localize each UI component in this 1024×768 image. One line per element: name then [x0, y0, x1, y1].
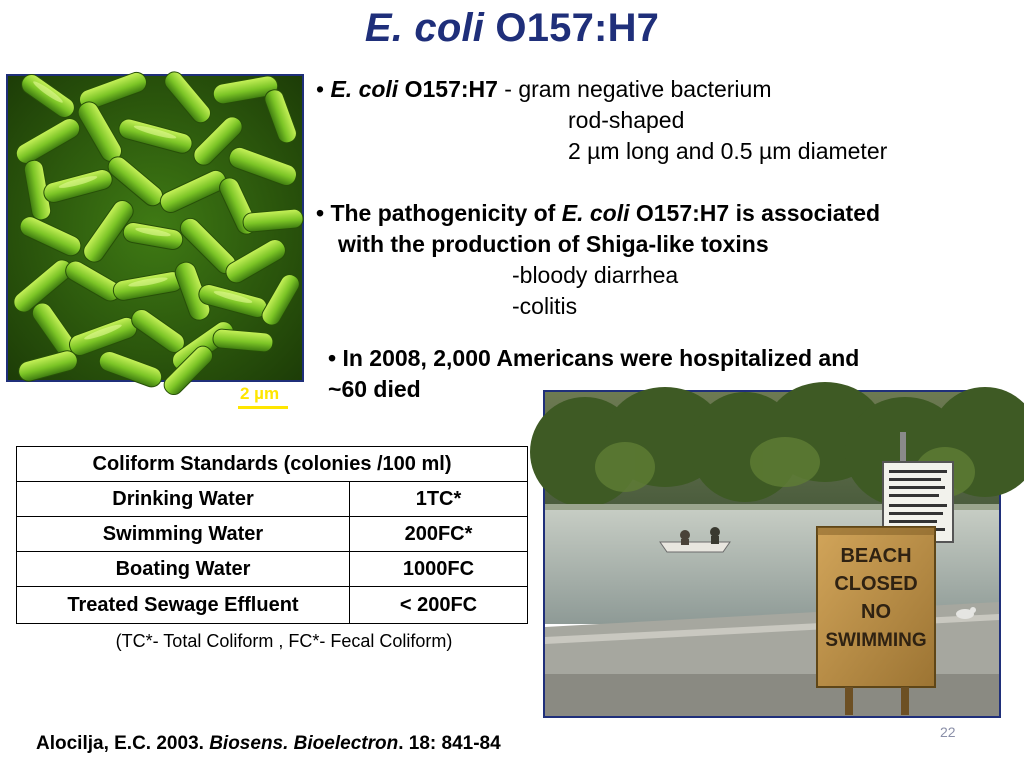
title-italic: E. coli — [364, 6, 485, 50]
bacteria-micrograph-image — [8, 76, 302, 380]
bullet-2-bold-b: O157:H7 is associated — [629, 200, 881, 226]
citation — [36, 733, 501, 755]
bullet-3-text-2: 60 died — [341, 376, 421, 402]
bullet-2-line-1 — [316, 198, 880, 229]
citation-details: . 18: 841-84 — [398, 733, 501, 754]
bullet-marker: • — [316, 76, 325, 102]
table-header-row — [17, 447, 528, 482]
bullet-marker: • — [316, 200, 325, 226]
bullet-2-sub-2: -colitis — [512, 293, 578, 319]
beach-closed-sign — [817, 527, 935, 715]
sign-line-3: NO — [861, 601, 891, 623]
bullet-2-sub-1: -bloody diarrhea — [512, 262, 679, 288]
beach-closed-photo-image — [545, 392, 999, 716]
table-row — [17, 517, 528, 552]
table-header: Coliform Standards (colonies /100 ml) — [17, 447, 528, 482]
sign-line-1: BEACH — [840, 545, 912, 567]
table-cell-value: 200FC* — [350, 517, 528, 552]
title-rest: O157:H7 — [484, 6, 660, 50]
bullet-1-bold: O157:H7 — [398, 76, 498, 102]
bullet-3-line-2 — [328, 374, 421, 405]
scale-bar-label: 2 µm — [240, 384, 280, 403]
bullet-3-approx: ~ — [328, 376, 342, 402]
table-cell-category: Treated Sewage Effluent — [17, 587, 350, 624]
bullet-1-line-3: 2 µm long and 0.5 µm diameter — [568, 138, 888, 164]
bullet-3-line-1 — [328, 343, 859, 374]
page-number: 22 — [940, 724, 956, 740]
citation-authors: Alocilja, E.C. 2003. — [36, 733, 210, 754]
table-cell-value: 1TC* — [350, 482, 528, 517]
table-row — [17, 552, 528, 587]
bullet-marker: • — [328, 345, 337, 371]
table-row — [17, 482, 528, 517]
citation-journal: Biosens. Bioelectron — [209, 733, 399, 754]
table-cell-category: Drinking Water — [17, 482, 350, 517]
table-cell-value: 1000FC — [350, 552, 528, 587]
bullet-1-line-2: rod-shaped — [568, 107, 685, 133]
table-cell-category: Boating Water — [17, 552, 350, 587]
bullet-1-italic: E. coli — [330, 76, 399, 102]
sign-line-4: SWIMMING — [825, 630, 927, 651]
coliform-standards-table — [16, 446, 528, 624]
table-cell-value: < 200FC — [350, 587, 528, 624]
sign-line-2: CLOSED — [834, 573, 918, 595]
bullet-2-bold-a: The pathogenicity of — [330, 200, 562, 226]
bullet-2-line-2: with the production of Shiga-like toxins — [338, 231, 769, 257]
slide-title — [0, 6, 1024, 51]
bullet-2-italic: E. coli — [561, 200, 630, 226]
bullet-3-text-1: In 2008, 2,000 Americans were hospitalized and — [336, 345, 860, 371]
bullet-1-text: - gram negative bacterium — [497, 76, 772, 102]
scale-bar — [238, 406, 288, 409]
bullet-1-line-1 — [316, 74, 772, 105]
table-cell-category: Swimming Water — [17, 517, 350, 552]
table-footnote: (TC*- Total Coliform , FC*- Fecal Coliform) — [115, 631, 453, 651]
beach-closed-photo — [543, 390, 1001, 718]
bacteria-micrograph — [6, 74, 304, 403]
table-row — [17, 587, 528, 624]
